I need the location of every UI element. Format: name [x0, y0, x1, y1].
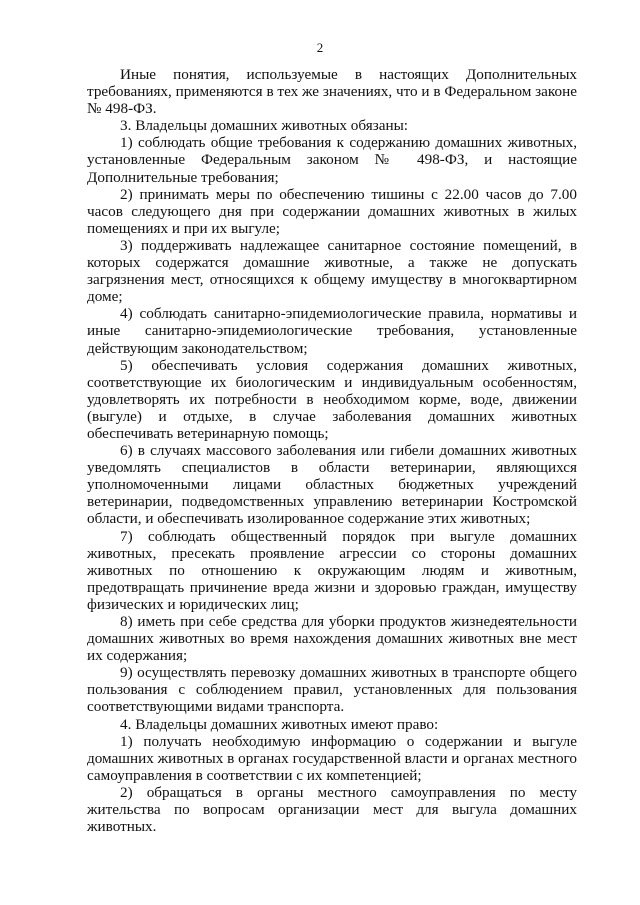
document-body	[87, 66, 577, 835]
section-4-heading: 4. Владельцы домашних животных имеют право:	[120, 715, 439, 733]
duty-item-6: 6) в случаях массового заболевания или гибели домашних животных уведомлять специалистов в области ветеринарии, являющихся уполномоченными лицами областных бюджетных учреждений ветеринарии, подведомственных управлению ветеринарии Костромской области, и обеспечивать изолированное содержание этих животных;	[87, 442, 577, 528]
duty-item-2: 2) принимать меры по обеспечению тишины с 22.00 часов до 7.00 часов следующего дня при содержании домашних животных в жилых помещениях и при их выгуле;	[87, 185, 577, 237]
page-number: 2	[316, 40, 324, 55]
duty-item-1: 1) соблюдать общие требования к содержанию домашних животных, установленные Федеральным законом № 498-ФЗ, и настоящие Дополнительные требования;	[87, 134, 577, 186]
section-3-heading: 3. Владельцы домашних животных обязаны:	[120, 117, 409, 135]
right-item-2: 2) обращаться в органы местного самоуправления по месту жительства по вопросам организации мест для выгула домашних животных.	[87, 783, 577, 836]
duty-item-9: 9) осуществлять перевозку домашних животных в транспорте общего пользования с соблюдением правил, установленных для пользования соответствующими видами транспорта.	[87, 664, 577, 716]
duty-item-4: 4) соблюдать санитарно-эпидемиологические правила, нормативы и иные санитарно-эпидемиологические требования, установленные действующим законодательством;	[87, 305, 577, 357]
duty-item-5: 5) обеспечивать условия содержания домашних животных, соответствующие их биологическим и индивидуальным особенностям, удовлетворять их потребности в необходимом корме, воде, движении (выгуле) и отдыхе, в случае заболевания домашних животных обеспечивать ветеринарную помощь;	[87, 356, 577, 442]
paragraph-definitions: Иные понятия, используемые в настоящих Дополнительных требованиях, применяются в тех же значениях, что и в Федеральном законе № 498-ФЗ.	[87, 66, 577, 118]
duty-item-3: 3) поддерживать надлежащее санитарное состояние помещений, в которых содержатся домашние животные, а также не допускать загрязнения мест, относящихся к общему имуществу в многоквартирном доме;	[87, 236, 577, 306]
right-item-1: 1) получать необходимую информацию о содержании и выгуле домашних животных в органах государственной власти и органах местного самоуправления в соответствии с их компетенцией;	[87, 732, 577, 784]
duty-item-7: 7) соблюдать общественный порядок при выгуле домашних животных, пресекать проявление агрессии со стороны домашних животных по отношению к окружающим людям и животным, предотвращать причинение вреда жизни и здоровью граждан, имуществу физических и юридических лиц;	[87, 527, 577, 613]
duty-item-8: 8) иметь при себе средства для уборки продуктов жизнедеятельности домашних животных во время нахождения домашних животных вне мест их содержания;	[87, 613, 577, 665]
